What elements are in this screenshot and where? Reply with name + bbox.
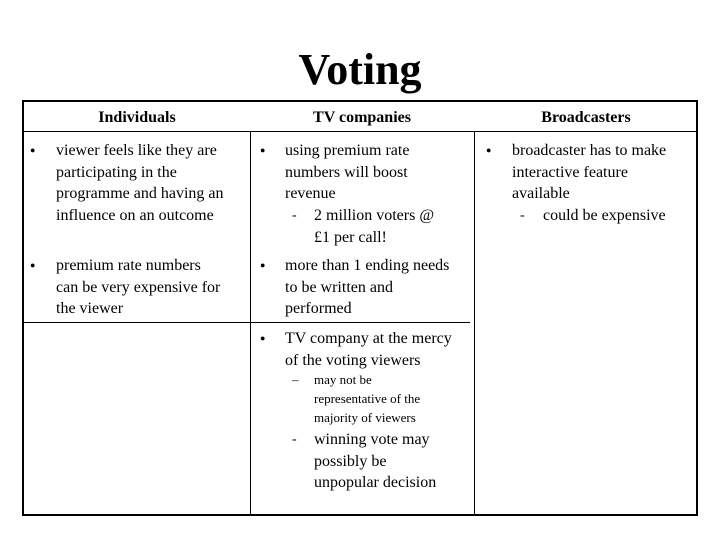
dash-icon: – xyxy=(292,372,299,387)
sub-item: may not be representative of the majority of viewers xyxy=(314,372,421,425)
list-item: premium rate numbers can be very expensive for the viewer xyxy=(56,257,221,317)
bullet-icon: ● xyxy=(30,260,36,270)
bullet-icon: ● xyxy=(30,145,36,155)
sub-item: could be expensive xyxy=(543,207,666,224)
bullet-icon: ● xyxy=(260,333,266,343)
sub-item: winning vote may possibly be unpopular decision xyxy=(314,431,437,491)
header-broadcasters: Broadcasters xyxy=(541,109,631,126)
column-divider-1 xyxy=(250,131,251,514)
dash-icon: - xyxy=(520,208,525,223)
dash-icon: - xyxy=(292,432,297,447)
list-item: viewer feels like they are participating in the programme and having an influence on an outcome xyxy=(56,142,224,224)
list-item: more than 1 ending needs to be written and performed xyxy=(285,257,450,317)
list-item: using premium rate numbers will boost revenue xyxy=(285,142,410,202)
header-divider xyxy=(24,131,696,132)
column-divider-2 xyxy=(474,131,475,514)
list-item: TV company at the mercy of the voting viewers xyxy=(285,330,452,369)
bullet-icon: ● xyxy=(486,145,492,155)
voting-table xyxy=(22,100,698,516)
bullet-icon: ● xyxy=(260,145,266,155)
bullet-icon: ● xyxy=(260,260,266,270)
row-divider-cols-1-2 xyxy=(24,322,470,323)
page-title: Voting xyxy=(298,45,422,94)
dash-icon: - xyxy=(292,208,297,223)
list-item: broadcaster has to make interactive feature available xyxy=(512,142,667,202)
sub-item: 2 million voters @ £1 per call! xyxy=(314,207,435,246)
header-individuals: Individuals xyxy=(98,109,176,126)
header-tv-companies: TV companies xyxy=(313,109,411,126)
